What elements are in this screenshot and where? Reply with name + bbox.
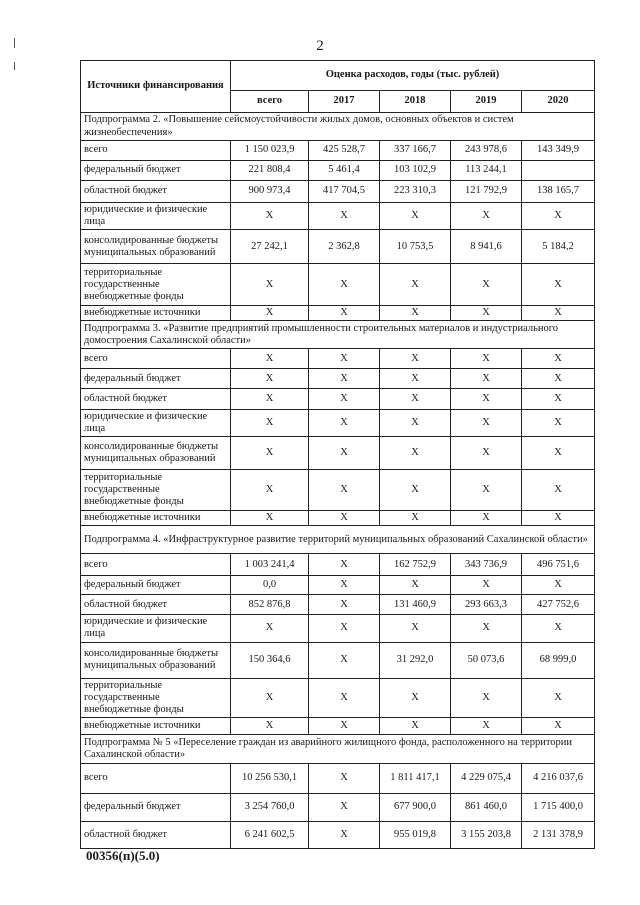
value-cell: X (451, 306, 522, 321)
value-cell: X (231, 369, 309, 389)
value-cell: X (451, 264, 522, 306)
value-cell: X (451, 717, 522, 734)
value-cell: 3 254 760,0 (231, 793, 309, 821)
value-cell: 10 753,5 (380, 230, 451, 264)
value-cell: 223 310,3 (380, 181, 451, 203)
value-cell: X (380, 717, 451, 734)
row-label: областной бюджет (81, 181, 231, 203)
value-cell: 861 460,0 (451, 793, 522, 821)
value-cell: X (380, 349, 451, 369)
value-cell: 293 663,3 (451, 595, 522, 615)
value-cell: 2 362,8 (309, 230, 380, 264)
row-label: юридические и физические лица (81, 203, 231, 230)
value-cell: X (231, 615, 309, 642)
value-cell: X (380, 615, 451, 642)
value-cell: 27 242,1 (231, 230, 309, 264)
value-cell: X (380, 203, 451, 230)
table-row (81, 410, 595, 437)
table-row (81, 264, 595, 306)
value-cell: X (231, 511, 309, 526)
value-cell: X (451, 678, 522, 717)
value-cell: 121 792,9 (451, 181, 522, 203)
value-cell: X (309, 264, 380, 306)
table-row (81, 349, 595, 369)
value-cell: X (309, 678, 380, 717)
value-cell: X (380, 369, 451, 389)
row-label: территориальные государственные внебюджетные фонды (81, 264, 231, 306)
value-cell: 1 150 023,9 (231, 141, 309, 161)
value-cell: X (309, 369, 380, 389)
row-label: внебюджетные источники (81, 511, 231, 526)
table-row (81, 470, 595, 511)
table-row (81, 821, 595, 848)
document-code: 00356(п)(5.0) (86, 848, 160, 863)
value-cell: X (380, 306, 451, 321)
value-cell: X (309, 576, 380, 595)
value-cell: X (451, 576, 522, 595)
row-label: областной бюджет (81, 389, 231, 410)
value-cell: X (451, 511, 522, 526)
value-cell: X (309, 763, 380, 793)
value-cell: X (380, 264, 451, 306)
section-row (81, 113, 595, 141)
scan-margin-mark (14, 62, 15, 70)
value-cell: 68 999,0 (522, 642, 595, 678)
table-body (81, 113, 595, 849)
value-cell: 3 155 203,8 (451, 821, 522, 848)
value-cell: 5 461,4 (309, 161, 380, 181)
table-row (81, 554, 595, 576)
table-row (81, 203, 595, 230)
value-cell: X (451, 615, 522, 642)
value-cell: X (380, 389, 451, 410)
value-cell: X (309, 203, 380, 230)
section-title: Подпрограмма № 5 «Переселение граждан из аварийного жилищного фонда, расположенного на территории Сахалинской области» (81, 734, 595, 763)
value-cell: 1 003 241,4 (231, 554, 309, 576)
value-cell: X (309, 554, 380, 576)
table-row (81, 181, 595, 203)
value-cell: 677 900,0 (380, 793, 451, 821)
value-cell: X (522, 717, 595, 734)
value-cell: X (522, 203, 595, 230)
value-cell: 10 256 530,1 (231, 763, 309, 793)
value-cell: X (522, 410, 595, 437)
value-cell: X (309, 642, 380, 678)
value-cell: X (451, 349, 522, 369)
value-cell: X (231, 203, 309, 230)
value-cell: X (309, 793, 380, 821)
section-title: Подпрограмма 2. «Повышение сейсмоустойчивости жилых домов, основных объектов и систем жизнеобеспечения» (81, 113, 595, 141)
value-cell: X (309, 615, 380, 642)
section-row (81, 526, 595, 554)
table-row (81, 642, 595, 678)
value-cell: 1 715 400,0 (522, 793, 595, 821)
value-cell: X (380, 678, 451, 717)
value-cell: X (309, 717, 380, 734)
value-cell: 221 808,4 (231, 161, 309, 181)
value-cell: 8 941,6 (451, 230, 522, 264)
value-cell: X (309, 349, 380, 369)
row-label: юридические и физические лица (81, 615, 231, 642)
value-cell: X (231, 717, 309, 734)
estimate-header: Оценка расходов, годы (тыс. рублей) (231, 61, 595, 91)
source-header: Источники финансирования (81, 61, 231, 113)
row-label: внебюджетные источники (81, 717, 231, 734)
value-cell: X (309, 511, 380, 526)
table-row (81, 615, 595, 642)
value-cell: X (451, 470, 522, 511)
table-row (81, 389, 595, 410)
value-cell: X (231, 410, 309, 437)
value-cell: 31 292,0 (380, 642, 451, 678)
value-cell: 427 752,6 (522, 595, 595, 615)
value-cell: 955 019,8 (380, 821, 451, 848)
row-label: областной бюджет (81, 595, 231, 615)
section-title: Подпрограмма 4. «Инфраструктурное развитие территорий муниципальных образований Сахалинской области» (81, 526, 595, 554)
value-cell: X (380, 470, 451, 511)
value-cell: 50 073,6 (451, 642, 522, 678)
value-cell: X (522, 511, 595, 526)
table-row (81, 437, 595, 470)
value-cell: X (231, 678, 309, 717)
section-row (81, 321, 595, 349)
row-label: территориальные государственные внебюджетные фонды (81, 678, 231, 717)
value-cell: X (380, 511, 451, 526)
value-cell: 900 973,4 (231, 181, 309, 203)
value-cell: X (231, 470, 309, 511)
value-cell: 343 736,9 (451, 554, 522, 576)
value-cell: X (309, 821, 380, 848)
table-row (81, 576, 595, 595)
page-number: 2 (316, 38, 324, 54)
row-label: консолидированные бюджеты муниципальных образований (81, 437, 231, 470)
value-cell: 243 978,6 (451, 141, 522, 161)
row-label: консолидированные бюджеты муниципальных образований (81, 230, 231, 264)
table-row (81, 369, 595, 389)
row-label: областной бюджет (81, 821, 231, 848)
value-cell: X (231, 389, 309, 410)
value-cell: X (380, 437, 451, 470)
value-cell: X (451, 203, 522, 230)
value-cell: 4 229 075,4 (451, 763, 522, 793)
value-cell: X (309, 595, 380, 615)
value-cell: X (522, 349, 595, 369)
year-header: 2017 (309, 91, 380, 113)
value-cell: 852 876,8 (231, 595, 309, 615)
value-cell: X (309, 389, 380, 410)
value-cell: 1 811 417,1 (380, 763, 451, 793)
table-row (81, 306, 595, 321)
value-cell: 138 165,7 (522, 181, 595, 203)
value-cell: 150 364,6 (231, 642, 309, 678)
value-cell: X (522, 615, 595, 642)
value-cell: 2 131 378,9 (522, 821, 595, 848)
row-label: всего (81, 554, 231, 576)
value-cell: 425 528,7 (309, 141, 380, 161)
value-cell: X (231, 264, 309, 306)
value-cell: X (451, 437, 522, 470)
table-row (81, 141, 595, 161)
row-label: территориальные государственные внебюджетные фонды (81, 470, 231, 511)
value-cell: X (522, 470, 595, 511)
row-label: консолидированные бюджеты муниципальных образований (81, 642, 231, 678)
value-cell: 103 102,9 (380, 161, 451, 181)
year-header: 2019 (451, 91, 522, 113)
row-label: всего (81, 763, 231, 793)
value-cell: X (380, 576, 451, 595)
value-cell: 4 216 037,6 (522, 763, 595, 793)
financing-table (80, 60, 595, 849)
value-cell: 417 704,5 (309, 181, 380, 203)
section-title: Подпрограмма 3. «Развитие предприятий промышленности строительных материалов и индустриального домостроения Сахалинской области» (81, 321, 595, 349)
value-cell: X (231, 306, 309, 321)
table-row (81, 763, 595, 793)
value-cell: X (522, 306, 595, 321)
row-label: всего (81, 349, 231, 369)
value-cell (522, 161, 595, 181)
total-header: всего (231, 91, 309, 113)
value-cell: X (522, 678, 595, 717)
value-cell: X (522, 576, 595, 595)
value-cell: 113 244,1 (451, 161, 522, 181)
value-cell: 162 752,9 (380, 554, 451, 576)
table-row (81, 678, 595, 717)
value-cell: X (522, 437, 595, 470)
year-header: 2018 (380, 91, 451, 113)
row-label: федеральный бюджет (81, 793, 231, 821)
section-row (81, 734, 595, 763)
table-row (81, 717, 595, 734)
value-cell: X (309, 437, 380, 470)
value-cell: 5 184,2 (522, 230, 595, 264)
table-row (81, 793, 595, 821)
year-header: 2020 (522, 91, 595, 113)
value-cell: X (522, 369, 595, 389)
value-cell: X (451, 389, 522, 410)
row-label: федеральный бюджет (81, 576, 231, 595)
value-cell: X (522, 264, 595, 306)
value-cell: 496 751,6 (522, 554, 595, 576)
value-cell: X (309, 410, 380, 437)
table-row (81, 511, 595, 526)
value-cell: X (309, 306, 380, 321)
value-cell: X (451, 369, 522, 389)
value-cell: 131 460,9 (380, 595, 451, 615)
value-cell: 0,0 (231, 576, 309, 595)
row-label: всего (81, 141, 231, 161)
table-row (81, 161, 595, 181)
table-row (81, 230, 595, 264)
value-cell: 6 241 602,5 (231, 821, 309, 848)
value-cell: X (231, 437, 309, 470)
value-cell: X (451, 410, 522, 437)
value-cell: X (231, 349, 309, 369)
table-row (81, 595, 595, 615)
row-label: федеральный бюджет (81, 369, 231, 389)
value-cell: X (522, 389, 595, 410)
row-label: юридические и физические лица (81, 410, 231, 437)
row-label: внебюджетные источники (81, 306, 231, 321)
value-cell: 143 349,9 (522, 141, 595, 161)
row-label: федеральный бюджет (81, 161, 231, 181)
value-cell: X (309, 470, 380, 511)
value-cell: X (380, 410, 451, 437)
value-cell: 337 166,7 (380, 141, 451, 161)
